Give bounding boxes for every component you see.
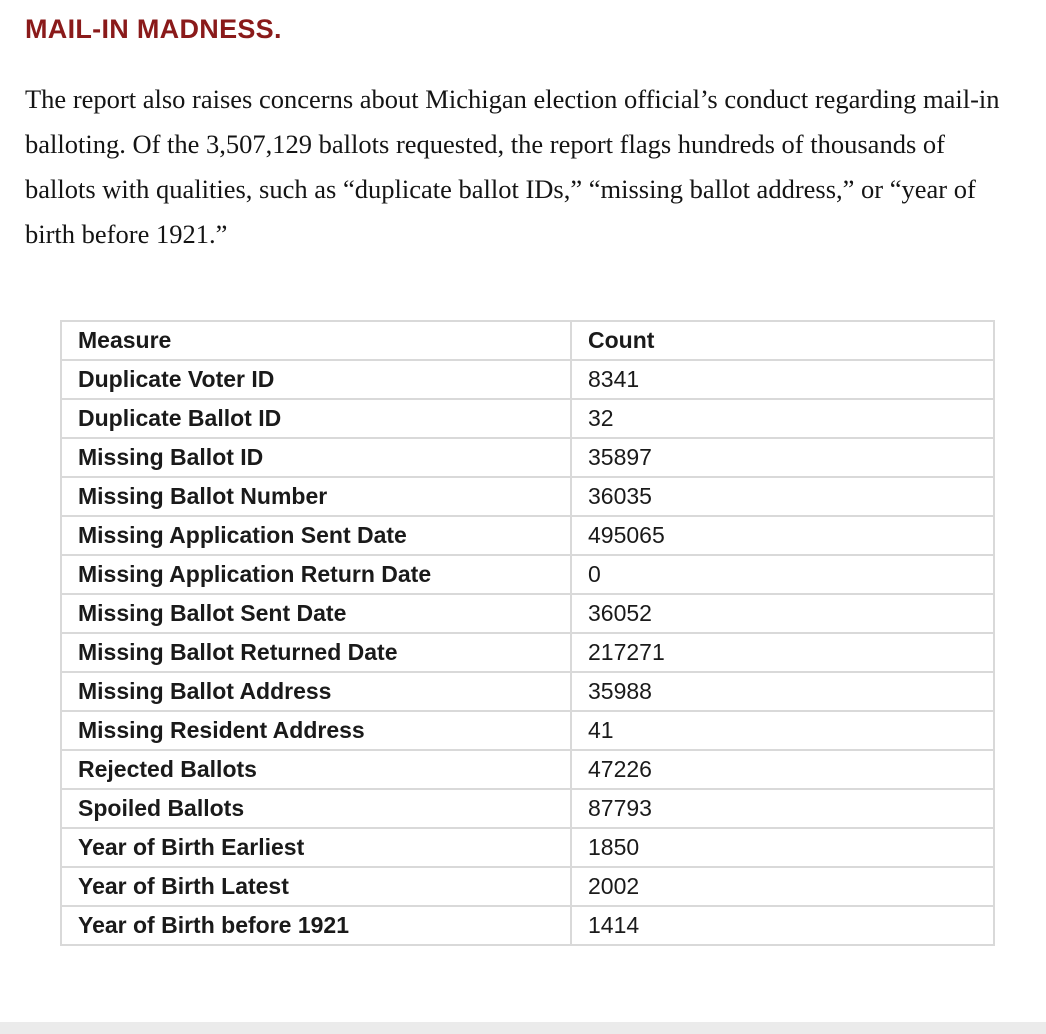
ballot-stats-table-wrap xyxy=(60,320,1021,946)
table-row xyxy=(61,594,994,633)
count-cell: 87793 xyxy=(571,789,994,828)
measure-cell: Duplicate Voter ID xyxy=(61,360,571,399)
column-header-count: Count xyxy=(571,321,994,360)
measure-cell: Duplicate Ballot ID xyxy=(61,399,571,438)
table-row xyxy=(61,867,994,906)
measure-cell: Spoiled Ballots xyxy=(61,789,571,828)
table-row xyxy=(61,828,994,867)
ballot-stats-table xyxy=(60,320,995,946)
table-row xyxy=(61,672,994,711)
count-cell: 36035 xyxy=(571,477,994,516)
count-cell: 1414 xyxy=(571,906,994,945)
article-paragraph: The report also raises concerns about Michigan election official’s conduct regarding mail-in balloting. Of the 3,507,129 ballots requested, the report flags hundreds of thousands of ballots with qualities, such as “duplicate ballot IDs,” “missing ballot address,” or “year of birth before 1921.” xyxy=(25,84,1000,249)
table-row xyxy=(61,906,994,945)
count-cell: 217271 xyxy=(571,633,994,672)
measure-cell: Missing Ballot Address xyxy=(61,672,571,711)
count-cell: 1850 xyxy=(571,828,994,867)
table-row xyxy=(61,516,994,555)
table-row xyxy=(61,477,994,516)
measure-cell: Missing Ballot Returned Date xyxy=(61,633,571,672)
table-header-row xyxy=(61,321,994,360)
table-row xyxy=(61,555,994,594)
measure-cell: Rejected Ballots xyxy=(61,750,571,789)
count-cell: 8341 xyxy=(571,360,994,399)
table-row xyxy=(61,633,994,672)
measure-cell: Missing Application Return Date xyxy=(61,555,571,594)
table-body xyxy=(61,360,994,945)
table-row xyxy=(61,750,994,789)
count-cell: 35897 xyxy=(571,438,994,477)
table-row xyxy=(61,711,994,750)
table-row xyxy=(61,399,994,438)
column-header-measure: Measure xyxy=(61,321,571,360)
count-cell: 36052 xyxy=(571,594,994,633)
count-cell: 495065 xyxy=(571,516,994,555)
bottom-bar xyxy=(0,1022,1046,1034)
table-row xyxy=(61,360,994,399)
section-heading: MAIL-IN MADNESS. xyxy=(25,14,282,44)
table-row xyxy=(61,438,994,477)
table-row xyxy=(61,789,994,828)
count-cell: 0 xyxy=(571,555,994,594)
count-cell: 35988 xyxy=(571,672,994,711)
measure-cell: Missing Ballot Sent Date xyxy=(61,594,571,633)
measure-cell: Year of Birth Earliest xyxy=(61,828,571,867)
measure-cell: Year of Birth before 1921 xyxy=(61,906,571,945)
count-cell: 47226 xyxy=(571,750,994,789)
count-cell: 2002 xyxy=(571,867,994,906)
measure-cell: Year of Birth Latest xyxy=(61,867,571,906)
count-cell: 41 xyxy=(571,711,994,750)
measure-cell: Missing Resident Address xyxy=(61,711,571,750)
measure-cell: Missing Ballot Number xyxy=(61,477,571,516)
measure-cell: Missing Application Sent Date xyxy=(61,516,571,555)
count-cell: 32 xyxy=(571,399,994,438)
measure-cell: Missing Ballot ID xyxy=(61,438,571,477)
